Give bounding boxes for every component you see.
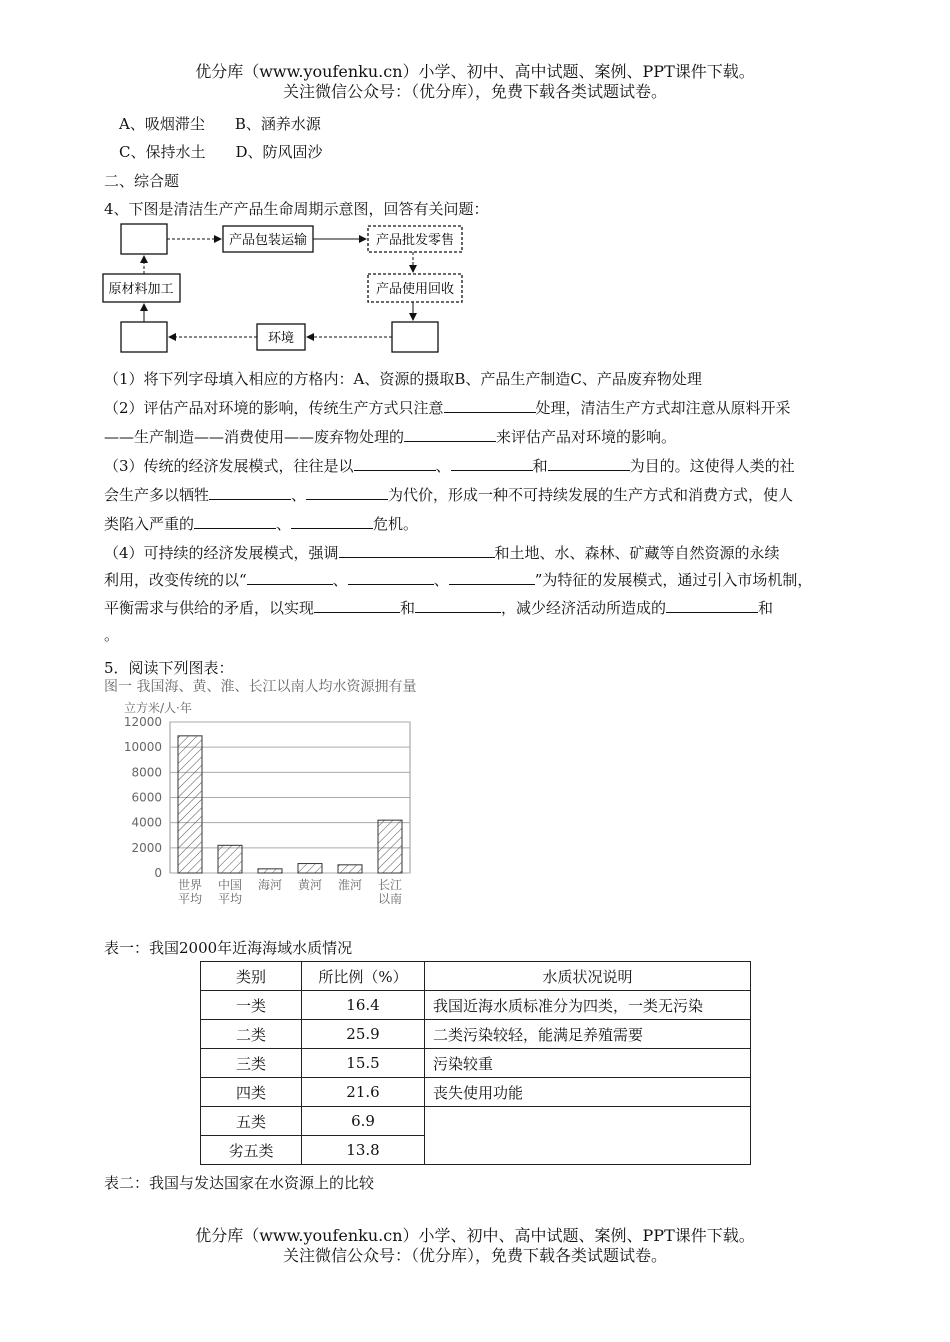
y-tick-label: 10000 — [123, 740, 162, 755]
table2-caption: 表二：我国与发达国家在水资源上的比较 — [104, 1174, 375, 1192]
blank-box-bottom-right — [392, 322, 438, 352]
table-row: 四类 21.6 丧失使用功能 — [201, 1078, 751, 1107]
answer-blank[interactable] — [548, 454, 630, 471]
x-tick-label: 平均 — [177, 892, 203, 906]
q4-s1: （1）将下列字母填入相应的方格内：A、资源的摄取B、产品生产制造C、产品废弃物处理 — [104, 370, 702, 388]
table-header-row — [201, 962, 751, 991]
q4-s2-line1: （2）评估产品对环境的影响，传统生产方式只注意 处理，清洁生产方式却注意从原料开采 — [104, 396, 791, 419]
q4-stem: 4、下图是清洁生产产品生命周期示意图，回答有关问题： — [104, 200, 489, 218]
header-category: 类别 — [201, 962, 302, 991]
answer-blank[interactable] — [306, 483, 388, 500]
footer-line-1: 优分库（www.youfenku.cn）小学、初中、高中试题、案例、PPT课件下载。 — [195, 1226, 755, 1245]
chart-ylabel: 立方米/人·年 — [124, 701, 192, 715]
answer-blank[interactable] — [451, 454, 533, 471]
x-tick-label: 世界 — [177, 878, 203, 892]
answer-blank[interactable] — [666, 596, 758, 613]
water-quality-table — [200, 961, 751, 1165]
y-tick-label: 4000 — [131, 815, 162, 830]
x-tick-label: 平均 — [217, 892, 243, 906]
options-row-2: C、保持水土 D、防风固沙 — [119, 143, 323, 161]
q4-s2-line2: ——生产制造——消费使用——废弃物处理的 来评估产品对环境的影响。 — [104, 425, 676, 448]
answer-blank[interactable] — [348, 568, 434, 585]
header-description: 水质状况说明 — [425, 962, 751, 991]
footer-line-2: 关注微信公众号：（优分库），免费下载各类试题试卷。 — [282, 1246, 667, 1265]
table-row: 劣五类 13.8 — [201, 1136, 751, 1165]
options-row-1: A、吸烟滞尘 B、涵养水源 — [119, 115, 321, 133]
answer-blank[interactable] — [339, 541, 495, 558]
bar — [218, 845, 242, 873]
answer-blank[interactable] — [314, 596, 400, 613]
q4-s4-line2: 利用，改变传统的以“ 、 、 ”为特征的发展模式，通过引入市场机制， — [104, 568, 812, 591]
q4-s3-line2: 会生产多以牺牲 、 为代价，形成一种不可持续发展的生产方式和消费方式，使人 — [104, 483, 793, 506]
q5-stem: 5．阅读下列图表： — [104, 659, 234, 677]
wholesale-label: 产品批发零售 — [375, 233, 455, 248]
table-row: 二类 25.9 二类污染较轻，能满足养殖需要 — [201, 1020, 751, 1049]
q4-s3-line1: （3）传统的经济发展模式，往往是以 、 和 为目的。这使得人类的社 — [104, 454, 795, 477]
q4-s4-line4: 。 — [104, 626, 120, 644]
bar — [378, 820, 402, 873]
answer-blank[interactable] — [354, 454, 436, 471]
x-tick-label: 黄河 — [297, 878, 323, 892]
answer-blank[interactable] — [415, 596, 501, 613]
table-row: 一类 16.4 我国近海水质标准分为四类，一类无污染 — [201, 991, 751, 1020]
answer-blank[interactable] — [404, 425, 496, 442]
table1-caption: 表一：我国2000年近海海域水质情况 — [104, 939, 353, 957]
answer-blank[interactable] — [444, 396, 536, 413]
x-tick-label: 海河 — [257, 878, 283, 892]
environment-label: 环境 — [267, 331, 295, 346]
header-line-1: 优分库（www.youfenku.cn）小学、初中、高中试题、案例、PPT课件下载。 — [195, 62, 755, 81]
x-tick-label: 以南 — [377, 892, 403, 906]
answer-blank[interactable] — [194, 512, 276, 529]
x-tick-label: 长江 — [377, 878, 403, 892]
x-tick-label: 中国 — [217, 878, 243, 892]
bar — [338, 865, 362, 873]
bar — [178, 736, 202, 873]
q4-s4-line3: 平衡需求与供给的矛盾，以实现 和 ，减少经济活动所造成的 和 — [104, 596, 773, 619]
bar — [258, 869, 282, 873]
blank-box-top-left — [121, 224, 167, 254]
y-tick-label: 12000 — [123, 715, 162, 729]
table-row: 三类 15.5 污染较重 — [201, 1049, 751, 1078]
q4-s3-line3: 类陷入严重的 、 危机。 — [104, 512, 418, 535]
bar — [298, 864, 322, 873]
blank-box-bottom-left — [121, 322, 167, 352]
x-tick-label: 淮河 — [337, 878, 363, 892]
figure-title: 图一 我国海、黄、淮、长江以南人均水资源拥有量 — [104, 679, 417, 695]
header-line-2: 关注微信公众号：（优分库），免费下载各类试题试卷。 — [282, 82, 667, 101]
use-recycle-label: 产品使用回收 — [375, 282, 455, 297]
answer-blank[interactable] — [449, 568, 535, 585]
answer-blank[interactable] — [247, 568, 333, 585]
merged-empty-cell — [425, 1107, 751, 1165]
lifecycle-diagram — [100, 218, 470, 358]
y-tick-label: 8000 — [131, 765, 162, 780]
answer-blank[interactable] — [291, 512, 373, 529]
y-tick-label: 2000 — [131, 840, 162, 855]
answer-blank[interactable] — [209, 483, 291, 500]
section-title: 二、综合题 — [104, 172, 180, 190]
raw-material-label: 原材料加工 — [108, 282, 174, 297]
y-tick-label: 6000 — [131, 790, 162, 805]
header-percent: 所比例（%） — [302, 962, 425, 991]
y-tick-label: 0 — [154, 866, 162, 880]
packaging-label: 产品包装运输 — [228, 233, 308, 248]
q4-s4-line1: （4）可持续的经济发展模式，强调 和土地、水、森林、矿藏等自然资源的永续 — [104, 541, 780, 564]
table-row: 五类 6.9 — [201, 1107, 751, 1136]
water-resource-chart — [100, 697, 420, 912]
